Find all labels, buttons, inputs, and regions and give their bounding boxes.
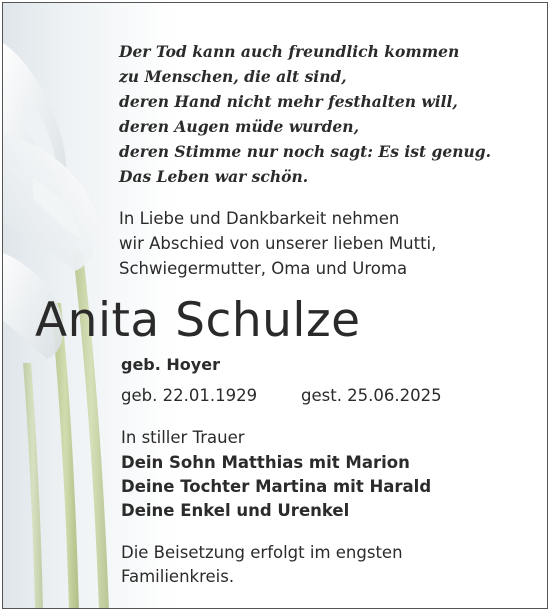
intro-text [119, 206, 436, 281]
intro-line: In Liebe und Dankbarkeit nehmen [119, 209, 400, 228]
intro-line: Schwiegermutter, Oma und Uroma [119, 259, 408, 278]
deceased-name: Anita Schulze [35, 293, 361, 348]
maiden-name: geb. Hoyer [121, 355, 220, 374]
poem-line: Das Leben war schön. [119, 167, 309, 186]
burial-line: Familienkreis. [121, 567, 235, 586]
poem-line: deren Augen müde wurden, [119, 117, 359, 136]
burial-note [121, 541, 403, 589]
poem-line: deren Hand nicht mehr festhalten will, [119, 92, 458, 111]
death-date: gest. 25.06.2025 [301, 386, 442, 405]
birth-date: geb. 22.01.1929 [121, 386, 258, 405]
poem-line: Der Tod kann auch freundlich kommen [119, 42, 460, 61]
intro-line: wir Abschied von unserer lieben Mutti, [119, 234, 437, 253]
mourner: Dein Sohn Matthias mit Marion [121, 453, 410, 472]
mourner: Deine Enkel und Urenkel [121, 501, 350, 520]
poem-line: zu Menschen, die alt sind, [119, 67, 347, 86]
burial-line: Die Beisetzung erfolgt im engsten [121, 543, 403, 562]
obituary-card [2, 2, 548, 609]
obituary-content [3, 3, 548, 609]
mourners-list [121, 451, 431, 523]
life-dates [121, 386, 442, 405]
mourner: Deine Tochter Martina mit Harald [121, 477, 432, 496]
mourning-label: In stiller Trauer [121, 428, 245, 447]
poem-line: deren Stimme nur noch sagt: Es ist genug. [119, 142, 491, 161]
poem [119, 39, 491, 189]
